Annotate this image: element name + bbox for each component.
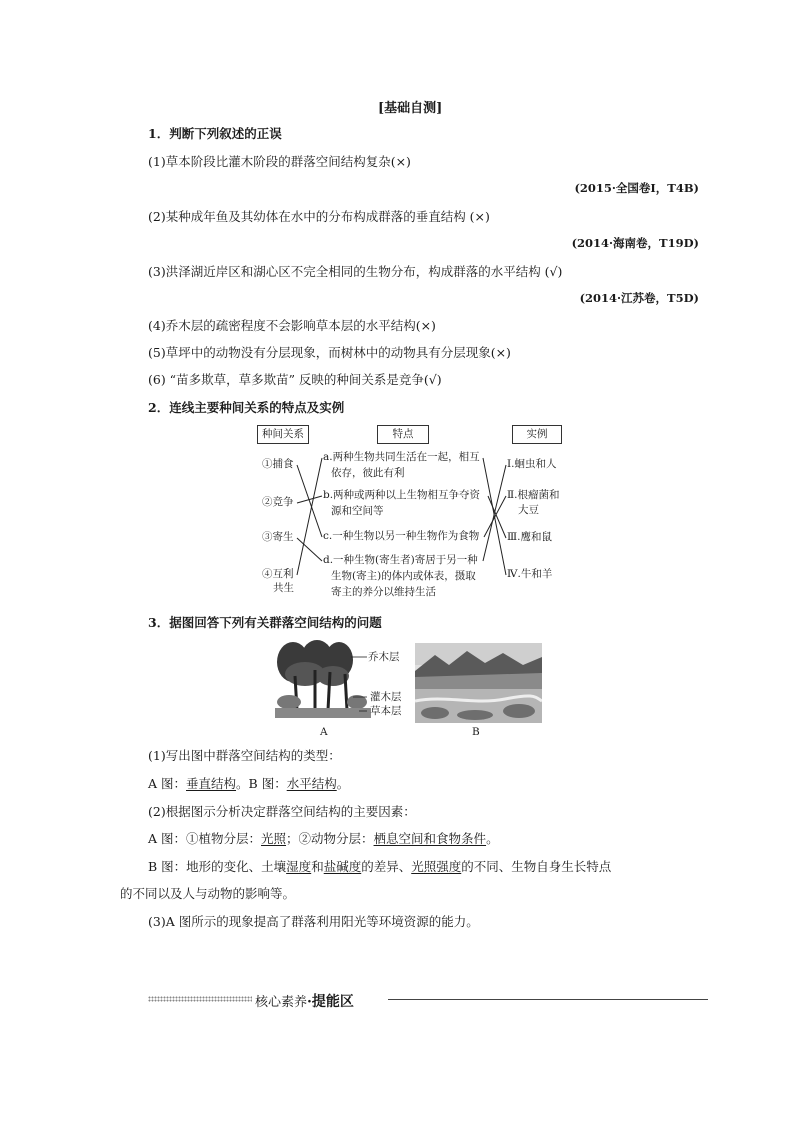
q1-item-3-source: (2014·江苏卷，T5D)	[579, 291, 699, 305]
answer-light: 光照	[261, 831, 287, 846]
header-relation: 种间关系	[257, 425, 309, 444]
q1-item-6: (6) “苗多欺草，草多欺苗” 反映的种间关系是竞争(√)	[148, 372, 442, 387]
q1-item-2-source: (2014·海南卷，T19D)	[571, 236, 699, 250]
header-example: 实例	[512, 425, 562, 444]
footer-dotted-bar	[148, 996, 252, 1002]
label-shrub-layer: 灌木层	[370, 691, 402, 703]
part2-a-end: 。	[486, 831, 499, 846]
q1-item-2: (2)某种成年鱼及其幼体在水中的分布构成群落的垂直结构 (×)	[148, 209, 490, 224]
q1-item-1: (1)草本阶段比灌木阶段的群落空间结构复杂(×)	[148, 154, 411, 169]
answer-salinity: 盐碱度	[323, 859, 362, 874]
example-3: Ⅲ.鹰和鼠	[507, 531, 552, 543]
answer-horizontal-structure: 水平结构	[286, 776, 337, 791]
answer-light-intensity: 光照强度	[411, 859, 462, 874]
q3-part2-b-line2: 的不同以及人与动物的影响等。	[120, 886, 296, 901]
q1-heading: 1．判断下列叙述的正误	[148, 126, 282, 141]
section-title: [基础自测]	[378, 101, 443, 116]
feature-b-line1: b.两种或两种以上生物相互争夺资	[323, 489, 481, 501]
answer-vertical-structure: 垂直结构	[186, 776, 237, 791]
relation-parasitism: ③寄生	[262, 531, 294, 543]
relation-mutualism-line2: 共生	[273, 582, 294, 594]
q3-heading: 3．据图回答下列有关群落空间结构的问题	[148, 615, 382, 630]
answer-end: 。	[336, 776, 350, 791]
part2-b-mid: 的差异、	[361, 859, 412, 874]
q3-part1: (1)写出图中群落空间结构的类型：	[148, 748, 341, 763]
figure-b-landscape	[415, 643, 542, 723]
part2-b-post: 的不同、生物自身生长特点	[461, 859, 612, 874]
answer-a-prefix: A 图：	[148, 776, 187, 791]
answer-habitat-food: 栖息空间和食物条件	[373, 831, 487, 846]
figure-b-caption: B	[472, 726, 480, 738]
example-2-line1: Ⅱ.根瘤菌和	[507, 489, 560, 501]
figure-a-caption: A	[320, 726, 328, 738]
q3-part2-a	[148, 829, 499, 847]
q1-item-4: (4)乔木层的疏密程度不会影响草本层的水平结构(×)	[148, 318, 436, 333]
answer-humidity: 湿度	[286, 859, 312, 874]
footer-label-core: 核心素养	[255, 995, 308, 1010]
footer-dot: ·	[307, 994, 312, 1010]
feature-b-line2: 源和空间等	[331, 505, 384, 517]
header-feature: 特点	[377, 425, 429, 444]
q3-part2-b	[148, 857, 611, 875]
part2-b-and: 和	[311, 859, 324, 874]
relation-predation: ①捕食	[262, 458, 294, 470]
part2-b-prefix: B 图：地形的变化、土壤	[148, 859, 287, 874]
footer-label-zone: 提能区	[311, 994, 354, 1010]
answer-b-prefix: 。B 图：	[236, 776, 287, 791]
feature-d-line2: 生物(寄主)的体内或体表，摄取	[331, 570, 476, 582]
q2-heading: 2．连线主要种间关系的特点及实例	[148, 400, 345, 415]
feature-a-line1: a.两种生物共同生活在一起，相互	[323, 451, 480, 463]
example-2-line2: 大豆	[518, 504, 539, 516]
q3-part1-answer	[148, 774, 349, 792]
label-herb-layer: 草本层	[370, 705, 402, 717]
feature-c: c.一种生物以另一种生物作为食物	[323, 530, 480, 542]
part2-a-mid: ；②动物分层：	[286, 831, 374, 846]
feature-d-line1: d.一种生物(寄生者)寄居于另一种	[323, 554, 478, 566]
footer-rule	[388, 999, 708, 1000]
example-4: Ⅳ.牛和羊	[507, 568, 553, 580]
relation-mutualism: ④互利	[262, 568, 294, 580]
feature-d-line3: 寄主的养分以维持生活	[331, 586, 436, 598]
q3-part3: (3)A 图所示的现象提高了群落利用阳光等环境资源的能力。	[148, 914, 479, 929]
q1-item-1-source: (2015·全国卷Ⅰ，T4B)	[574, 181, 699, 195]
relation-competition: ②竞争	[262, 496, 294, 508]
label-tree-layer: 乔木层	[368, 651, 400, 663]
q1-item-5: (5)草坪中的动物没有分层现象，而树林中的动物具有分层现象(×)	[148, 345, 511, 360]
feature-a-line2: 依存，彼此有利	[331, 467, 405, 479]
q3-part2: (2)根据图示分析决定群落空间结构的主要因素：	[148, 804, 416, 819]
footer-label	[255, 991, 354, 1011]
q1-item-3: (3)洪泽湖近岸区和湖心区不完全相同的生物分布，构成群落的水平结构 (√)	[148, 264, 563, 279]
example-1: Ⅰ.蛔虫和人	[507, 458, 557, 470]
part2-a-prefix: A 图：①植物分层：	[148, 831, 262, 846]
